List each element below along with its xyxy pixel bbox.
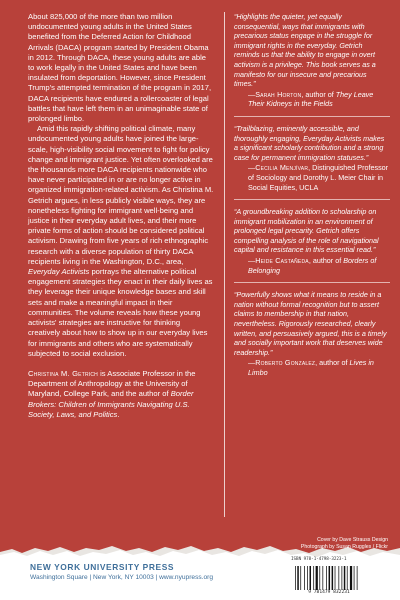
publisher-name: NEW YORK UNIVERSITY PRESS	[30, 562, 175, 572]
isbn-label: ISBN 978-1-4798-3223-1	[291, 556, 347, 561]
barcode-bar	[329, 566, 331, 590]
quote-divider	[234, 282, 390, 283]
barcode-bar	[310, 566, 312, 590]
bio-text-2: .	[117, 409, 120, 419]
barcode-bar	[319, 566, 320, 590]
blurb-paragraph-1: About 825,000 of the more than two million undocumented young adults in the United States benefited from the Deferred Action for Childhood Arrivals (DACA) program started by President Obama in 2012. Through DACA, these young adults are able to work legally in the United States and have been insulated from deportation. However, since President Trump's attempted termination of the program in 2017, DACA recipients have endured a rollercoaster of legal battles that have left them in an unimaginable state of prolonged limbo.	[28, 12, 212, 124]
bio-text-1: is Associate Professor in the Department of Anthropology at the University of Maryland, College Park, and the author of	[28, 368, 196, 399]
blurb-p2-start: Amid this rapidly shifting political climate, many undocumented young adults have joined the large-scale, high-visibility social movement to fight for policy change and immigrant justice. Yet often overlooked are the thousands more DACA recipients nationwide who have never participated in or are no longer active in organized immigration-related activism. As Christina M. Getrich argues, in less publicly visible ways, they are nonetheless fighting for immigrant well-being and justice in their everyday adult lives, and their more private forms of action should be considered political activism. Drawing from five years of rich ethnographic research with a diverse population of thirty DACA recipients living in the Washington, D.C., area,	[28, 124, 214, 266]
barcode-bar	[295, 566, 296, 590]
blurb-paragraph-2	[28, 124, 214, 359]
reviewer-name: Sarah Horton	[255, 89, 302, 99]
barcode-bar	[297, 566, 299, 590]
photo-credit: Photograph by Susan Ruggles / Flickr	[300, 543, 388, 550]
barcode-bar	[338, 566, 339, 590]
praise-quote-2	[234, 124, 390, 192]
cover-design-credit: Cover by Dave Strauss Design	[317, 537, 388, 543]
publisher-address: Washington Square | New York, NY 10003 | www.nyupress.org	[30, 574, 214, 581]
blurb-p2-end: portrays the alternative political engagement strategies they enact in their daily lives as they leverage their unique knowledge bases and skill sets and make a meaningful impact in their communities. The volume reveals how these young activists' strategies are instructive for thinking creatively about how to show up in our everyday lives for immigrants and others who are systematically subjected to social exclusion.	[28, 267, 213, 358]
quote-text: “Trailblazing, eminently accessible, and thoroughly engaging, Everyday Activists makes a significant scholarly contribution and a strong case for permanent immigration statuses.”	[234, 123, 385, 162]
reviewer-name: Cecilia Menjívar	[255, 163, 309, 173]
barcode	[291, 563, 367, 593]
barcode-bar	[322, 566, 323, 590]
isbn-number: 9 781479 832231	[308, 590, 350, 595]
book-title-inline: Everyday Activists	[28, 267, 90, 277]
cover-credits	[301, 537, 388, 551]
quote-attribution	[248, 90, 390, 109]
quote-divider	[234, 199, 390, 200]
barcode-bar	[357, 566, 358, 590]
author-bio	[28, 369, 214, 420]
barcode-bar	[304, 566, 305, 590]
barcode-bar	[354, 566, 355, 590]
quote-attribution	[248, 358, 390, 377]
quote-attribution	[248, 256, 390, 275]
praise-quote-3	[234, 207, 390, 275]
praise-quote-4	[234, 290, 390, 377]
barcode-bar	[332, 566, 334, 590]
reviewer-role: , Distinguished Professor of Sociology and Dorothy L. Meier Chair in Social Equities, UCLA	[248, 163, 389, 192]
praise-column	[234, 12, 390, 385]
description-column	[28, 12, 214, 420]
reviewer-name: Roberto Gonzalez	[255, 358, 316, 368]
reviewer-name: Heide Castañeda	[255, 256, 309, 266]
barcode-bar	[313, 566, 314, 590]
barcode-bar	[307, 566, 308, 590]
reviewer-role: , author of	[301, 89, 336, 99]
barcode-bar	[344, 566, 346, 590]
reviewer-role: , author of	[308, 256, 344, 266]
barcode-bar	[326, 566, 327, 590]
author-name: Christina M. Getrich	[28, 368, 98, 378]
attr-dash: —	[248, 163, 256, 173]
reviewer-book: Lives in Limbo	[248, 358, 374, 377]
praise-quote-1	[234, 12, 390, 109]
barcode-bar	[350, 566, 352, 590]
quote-divider	[234, 116, 390, 117]
barcode-bar	[342, 566, 343, 590]
attr-dash: —	[248, 256, 256, 266]
quote-text: “Highlights the quieter, yet equally consequential, ways that immigrants with precarious status engage in the struggle for immigrant rights in the everyday. Getrich reminds us that the ability to engage in overt activism is a privilege. This book serves as a manifesto for our insecure and precarious times.”	[234, 12, 376, 89]
column-divider	[224, 12, 225, 517]
quote-attribution	[248, 163, 390, 192]
barcode-bar	[347, 566, 348, 590]
reviewer-book: Borders of Belonging	[248, 256, 377, 275]
attr-dash: —	[248, 358, 256, 368]
attr-dash: —	[248, 89, 256, 99]
reviewer-book: They Leave Their Kidneys in the Fields	[248, 89, 374, 109]
barcode-icon	[291, 563, 367, 593]
quote-text: “Powerfully shows what it means to reside in a nation without formal recognition but to assert claims to membership in that nation, nevertheless. Rigorously researched, clearly written, and persuasively argued, this is a timely and socially important work that deserves wide readership.”	[234, 290, 387, 357]
bio-book-title: Border Brokers: Children of Immigrants Navigating U.S. Society, Laws, and Politics	[28, 389, 194, 419]
reviewer-role: , author of	[315, 358, 350, 368]
quote-text: “A groundbreaking addition to scholarship on immigrant mobilization in an environment of prolonged legal precarity. Getrich offers compelling analysis of the role of navigational capital and resistance in this essential read.”	[234, 207, 379, 255]
barcode-bar	[316, 566, 318, 590]
barcode-bar	[335, 566, 336, 590]
barcode-bar	[300, 566, 301, 590]
